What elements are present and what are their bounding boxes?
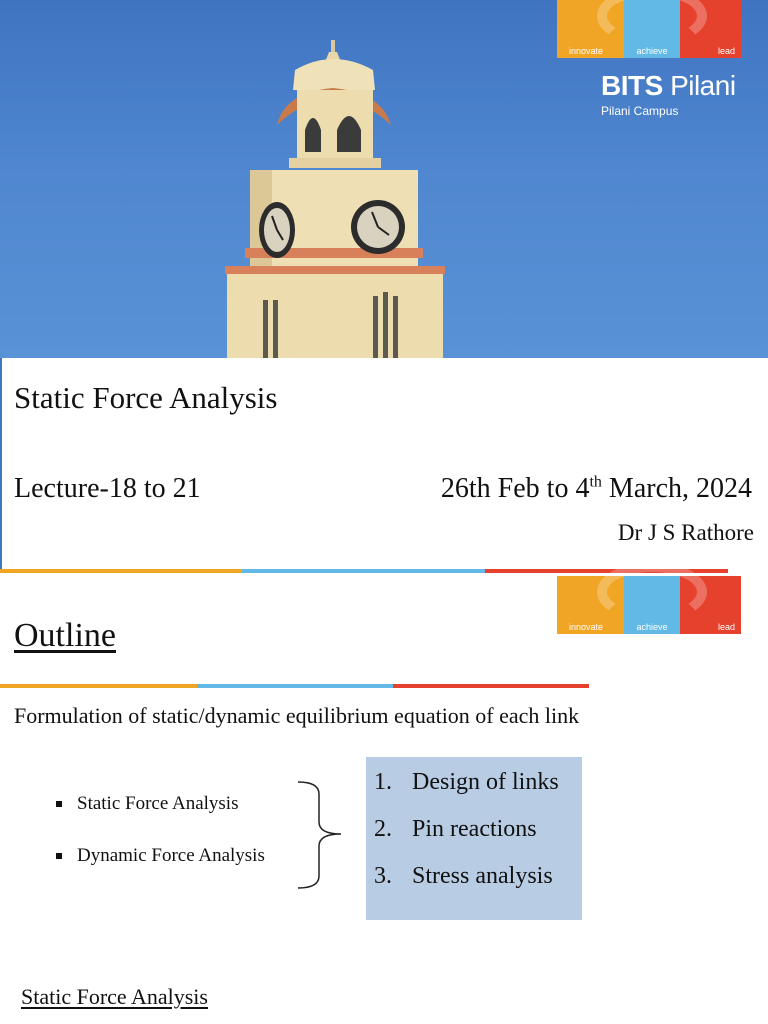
brand-campus: Pilani Campus xyxy=(601,104,679,118)
tagline-lead: lead xyxy=(680,576,741,634)
formulation-text: Formulation of static/dynamic equilibrium equation of each link xyxy=(14,703,580,728)
tagline-achieve: achieve xyxy=(624,576,679,634)
bullet-square-icon xyxy=(56,801,62,807)
outcome-number: 1. xyxy=(374,769,392,795)
brand-name-rest: Pilani xyxy=(670,70,736,101)
tagline-innovate: innovate xyxy=(557,576,624,634)
outcome-text: Design of links xyxy=(412,769,559,795)
slide-title: Static Force Analysis xyxy=(14,380,278,415)
right-curly-brace-icon xyxy=(295,780,347,892)
lecture-dates xyxy=(441,473,752,505)
tagline-innovate: innovate xyxy=(557,0,624,58)
brand-name-bold: BITS xyxy=(601,70,663,101)
bullet-text: Dynamic Force Analysis xyxy=(77,845,265,866)
list-item xyxy=(56,845,265,897)
outline-divider-bar xyxy=(0,684,589,688)
slide-left-edge xyxy=(0,358,2,572)
bullet-square-icon xyxy=(56,853,62,859)
slide1-footer-bar xyxy=(0,569,728,573)
outcome-item xyxy=(374,863,582,910)
outline-title: Outline xyxy=(14,617,116,654)
analysis-bullet-list xyxy=(56,793,265,897)
outcome-number: 2. xyxy=(374,816,392,842)
outcome-text: Pin reactions xyxy=(412,816,537,842)
bullet-text: Static Force Analysis xyxy=(77,793,239,814)
dates-superscript: th xyxy=(589,473,602,491)
tagline-lead: lead xyxy=(680,0,741,58)
title-slide-hero xyxy=(0,0,768,358)
list-item xyxy=(56,793,265,845)
author-name: Dr J S Rathore xyxy=(617,520,754,545)
lecture-range: Lecture-18 to 21 xyxy=(14,473,201,504)
bits-pilani-logo xyxy=(601,70,736,118)
dates-part2: March, 2024 xyxy=(601,473,752,504)
dates-part1: 26th Feb to 4 xyxy=(440,473,590,504)
outcome-text: Stress analysis xyxy=(412,863,553,889)
outcome-number: 3. xyxy=(374,863,392,889)
brand-tagline-strip xyxy=(557,0,741,58)
clock-tower-image xyxy=(225,30,455,358)
outcome-item xyxy=(374,816,582,863)
tagline-achieve: achieve xyxy=(624,0,679,58)
section-heading: Static Force Analysis xyxy=(21,984,208,1009)
outcome-item xyxy=(374,769,582,816)
brand-tagline-strip-2 xyxy=(557,576,741,634)
outcomes-box xyxy=(366,757,582,920)
